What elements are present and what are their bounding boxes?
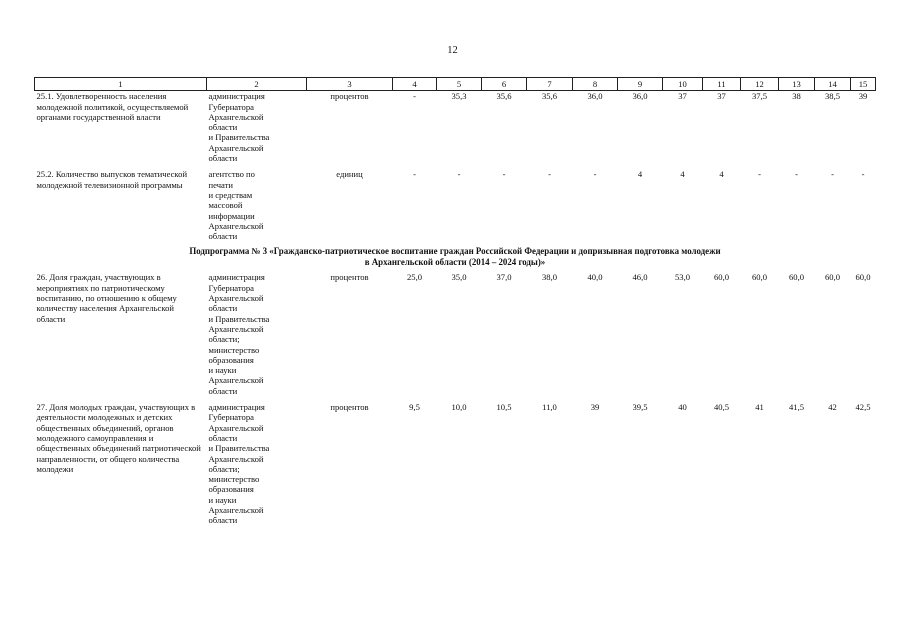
value-cell: 60,0 [855,272,871,283]
value-cell: 4 [637,169,643,180]
responsible-line: массовой [208,200,243,211]
indicator-name-cell: 27. Доля молодых граждан, участвующих в деятельности молодежных и детских общественных объединений, органов молодежного самоуправления и общественных объединений патриотической направленности, от общего количества молодежи [36,402,201,474]
responsible-line: области [208,153,238,164]
header-cell: 1 [35,78,207,91]
indicators-table [34,77,876,526]
responsible-line: области [208,122,238,133]
responsible-line: образования [208,354,254,365]
responsible-line: области [208,303,238,314]
value-cell: 60,0 [824,272,841,283]
indicator-name-cell: 25.1. Удовлетворенность населения молодежной политикой, осуществляемой органами государственной власти [36,91,189,122]
responsible-line: Губернатора [208,282,254,293]
value-cell: 38 [792,91,801,102]
value-cell: - [502,169,506,180]
value-cell: - [758,169,761,180]
value-cell: 37,5 [751,91,768,102]
responsible-line: и Правительства [208,313,270,324]
header-row [35,78,876,91]
header-cell: 10 [663,78,703,91]
responsible-cell [207,402,307,526]
value-cell: 42,5 [855,402,871,413]
header-cell: 7 [527,78,573,91]
responsible-line: администрация [208,91,265,102]
table-body [35,78,876,526]
value-cell: 38,5 [824,91,841,102]
header-cell: 3 [307,78,393,91]
value-cell: 40,5 [713,402,730,413]
page-number: 12 [447,45,458,56]
value-cell: - [593,169,597,180]
responsible-line: и науки [208,365,237,376]
indicator-name-cell: 26. Доля граждан, участвующих в мероприятиях по патриотическому воспитанию, по отношению к общему количеству населения Архангельской области [36,272,177,324]
responsible-line: области; [208,334,240,345]
responsible-line: области [208,385,238,396]
responsible-line: и Правительства [208,443,270,454]
responsible-line: Архангельской [208,220,264,231]
responsible-line: области [208,432,238,443]
responsible-line: области [208,515,238,526]
value-cell: 9,5 [409,402,420,413]
responsible-line: Губернатора [208,101,254,112]
header-cell: 13 [779,78,815,91]
header-cell: 5 [437,78,482,91]
responsible-line: администрация [208,402,265,413]
value-cell: 4 [680,169,685,180]
responsible-cell [207,272,307,396]
value-cell: - [831,169,834,180]
value-cell: 37 [717,91,726,102]
value-cell: 39 [858,91,868,102]
responsible-cell [207,169,307,241]
table-row [35,169,876,241]
value-cell: 40 [678,402,687,413]
header-cell: 15 [851,78,876,91]
table-row [35,272,876,396]
value-cell: 11,0 [542,402,557,413]
responsible-line: Архангельской [208,323,264,334]
value-cell: 60,0 [713,272,730,283]
value-cell: 46,0 [632,272,648,283]
responsible-line: Архангельской [208,111,264,122]
value-cell: 37 [678,91,687,102]
responsible-line: Архангельской [208,375,264,386]
value-cell: - [457,169,461,180]
responsible-line: Архангельской [208,504,264,515]
responsible-line: области; [208,463,240,474]
value-cell: 39,5 [632,402,648,413]
header-cell: 8 [573,78,618,91]
value-cell: 42 [828,402,837,413]
value-cell: 25,0 [406,272,423,283]
responsible-line: Архангельской [208,422,264,433]
value-cell: 39 [590,402,600,413]
value-cell: 41 [755,402,764,413]
responsible-line: Архангельской [208,453,264,464]
unit-cell: процентов [330,272,369,283]
value-cell: - [861,169,865,180]
subprogram-title-line: Подпрограмма № 3 «Гражданско-патриотическое воспитание граждан Российской Федерации и допризывная подготовка молодежи [189,246,721,257]
value-cell: - [413,91,416,102]
value-cell: 36,0 [587,91,603,102]
value-cell: 35,3 [451,91,467,102]
responsible-line: Архангельской [208,142,264,153]
header-cell: 11 [703,78,741,91]
unit-cell: процентов [330,91,369,102]
responsible-line: и средствам [208,189,253,200]
value-cell: 36,0 [632,91,648,102]
subprogram-title-line: в Архангельской области (2014 – 2024 годы)» [364,257,546,268]
responsible-line: информации [208,210,255,221]
value-cell: 40,0 [587,272,603,283]
indicator-name-cell: 25.2. Количество выпусков тематической молодежной телевизионной программы [36,169,188,190]
table-row [35,91,876,164]
header-cell: 2 [207,78,307,91]
value-cell: 35,6 [496,91,512,102]
value-cell: 53,0 [674,272,691,283]
value-cell: 4 [719,169,724,180]
header-cell: 6 [482,78,527,91]
value-cell: 60,0 [788,272,805,283]
responsible-line: агентство по [208,169,255,180]
unit-cell: процентов [330,402,369,413]
value-cell: - [413,169,416,180]
responsible-line: области [208,231,238,242]
value-cell: 60,0 [751,272,768,283]
value-cell: - [548,169,551,180]
value-cell: 41,5 [788,402,805,413]
responsible-line: министерство [208,344,260,355]
header-cell: 9 [618,78,663,91]
value-cell: 38,0 [541,272,558,283]
responsible-line: образования [208,484,254,495]
responsible-cell [207,91,307,164]
responsible-line: и науки [208,494,237,505]
table-row [35,402,876,526]
value-cell: 35,0 [451,272,467,283]
subprogram-row [35,241,876,272]
header-cell: 12 [741,78,779,91]
responsible-line: министерство [208,474,260,485]
responsible-line: Архангельской [208,293,264,304]
responsible-line: администрация [208,272,265,283]
responsible-line: и Правительства [208,132,270,143]
value-cell: 37,0 [496,272,512,283]
value-cell: 10,0 [451,402,467,413]
responsible-line: Губернатора [208,412,254,423]
value-cell: 35,6 [541,91,558,102]
responsible-line: печати [208,179,233,190]
unit-cell: единиц [336,169,363,180]
header-cell: 4 [393,78,437,91]
value-cell: 10,5 [496,402,512,413]
subprogram-title [35,241,876,272]
header-cell: 14 [815,78,851,91]
value-cell: - [795,169,798,180]
